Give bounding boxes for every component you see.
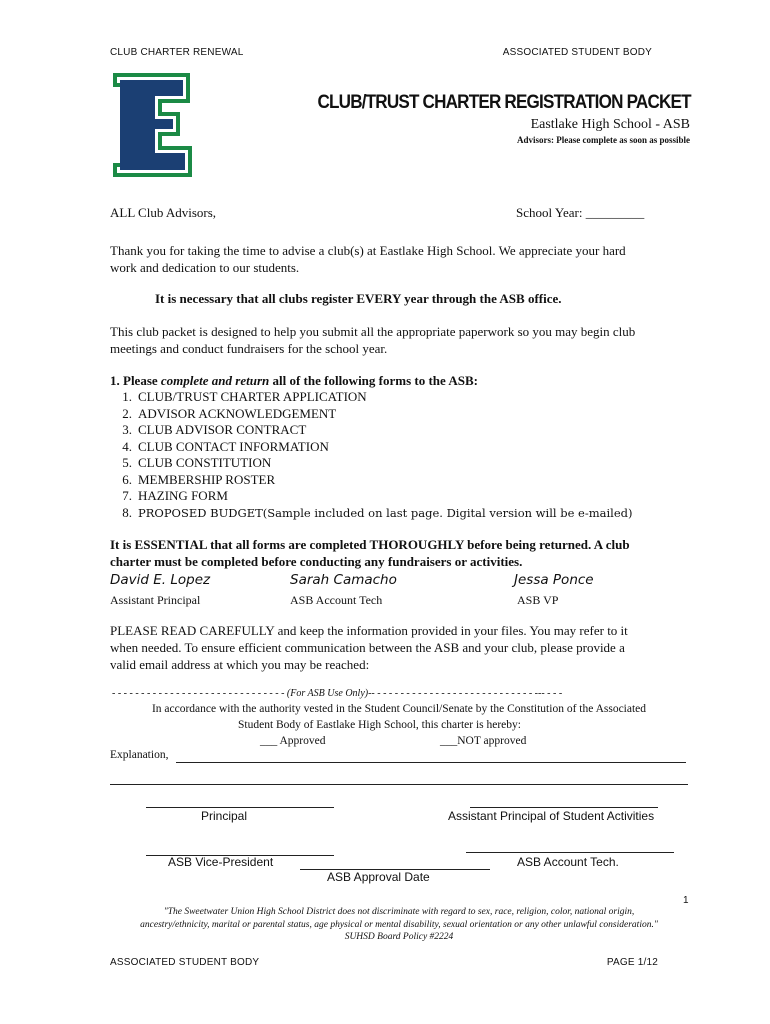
signatory-name: Sarah Camacho [290, 572, 397, 588]
signatory-name: Jessa Ponce [514, 572, 594, 588]
account-tech-label: ASB Account Tech. [517, 855, 619, 869]
forms-list [110, 389, 633, 521]
school-name: Eastlake High School - ASB [530, 117, 690, 132]
disclaimer-line-3: SUHSD Board Policy #2224 [344, 932, 454, 942]
approved-option: ___ Approved [260, 735, 326, 747]
explanation-line [176, 762, 686, 763]
account-tech-signature-line [466, 852, 674, 853]
forms-heading: 1. Please complete and return all of the following forms to the ASB: [110, 373, 478, 388]
essential-line-2: charter must be completed before conducting any fundraisers or activities. [110, 554, 523, 569]
footer-page: PAGE 1/12 [606, 957, 658, 968]
intro-line-2: work and dedication to our students. [110, 260, 300, 275]
please-read-line-2: when needed. To ensure efficient communication between the ASB and your club, please provide a [110, 640, 625, 655]
ap-activities-label: Assistant Principal of Student Activities [448, 809, 655, 823]
explanation-line-2 [110, 784, 688, 785]
authority-line-2: Student Body of Eastlake High School, this charter is hereby: [238, 719, 521, 731]
asb-vp-label: ASB Vice-President [168, 855, 274, 869]
footer-left: ASSOCIATED STUDENT BODY [110, 957, 260, 968]
page-number: 1 [683, 895, 689, 906]
school-logo-e [110, 70, 196, 180]
approval-date-label: ASB Approval Date [327, 870, 430, 884]
packet-line-1: This club packet is designed to help you submit all the appropriate paperwork so you may begin club [110, 324, 636, 339]
packet-line-2: meetings and conduct fundraisers for the school year. [110, 341, 388, 356]
list-item: 4. CLUB CONTACT INFORMATION [122, 438, 329, 454]
explanation-label: Explanation, [110, 749, 169, 761]
list-item: 3. CLUB ADVISOR CONTRACT [122, 422, 307, 437]
list-item: 1. CLUB/TRUST CHARTER APPLICATION [122, 389, 367, 404]
ap-activities-signature-line [470, 807, 658, 808]
header-right: ASSOCIATED STUDENT BODY [502, 47, 652, 58]
disclaimer-line-1: "The Sweetwater Union High School District does not discriminate with regard to sex, race, religion, color, national origin, [163, 907, 635, 917]
please-read-line-1: PLEASE READ CAREFULLY and keep the information provided in your files. You may refer to it [110, 623, 628, 638]
list-item: 8. PROPOSED BUDGET(Sample included on last page. Digital version will be e-mailed) [122, 504, 633, 520]
document-title: CLUB/TRUST CHARTER REGISTRATION PACKET [317, 92, 691, 113]
list-item: 5. CLUB CONSTITUTION [122, 455, 272, 470]
please-read-line-3: valid email address at which you may be reached: [110, 657, 370, 672]
principal-signature-line [146, 807, 334, 808]
signatory-role: ASB Account Tech [290, 593, 383, 607]
intro-line-1: Thank you for taking the time to advise a club(s) at Eastlake High School. We appreciate your hard [110, 243, 626, 258]
list-item: 6. MEMBERSHIP ROSTER [122, 471, 276, 487]
authority-line-1: In accordance with the authority vested in the Student Council/Senate by the Constitution of the Associated [151, 703, 647, 715]
list-item: 2. ADVISOR ACKNOWLEDGEMENT [122, 405, 337, 421]
list-item: 7. HAZING FORM [122, 488, 228, 503]
disclaimer-line-2: ancestry/ethnicity, marital or parental status, age physical or mental disability, sexual orientation or any other unlawful consideration." [140, 920, 658, 930]
necessary-statement: It is necessary that all clubs register EVERY year through the ASB office. [155, 291, 562, 306]
school-year-field: School Year: _________ [516, 205, 645, 220]
advisor-note: Advisors: Please complete as soon as possible [517, 135, 690, 145]
signatory-name: David E. Lopez [110, 572, 211, 588]
asb-use-divider: - - - - - - - - - - - - - - - - - - - - - - - - - - - - - - (For ASB Use Only)-- - - - - - - - - - - - - - - - - - - - - - - - - - - - --- - - - [112, 688, 563, 699]
signatory-role: Assistant Principal [110, 593, 201, 607]
salutation: ALL Club Advisors, [110, 205, 217, 220]
header-left: CLUB CHARTER RENEWAL [110, 47, 244, 58]
not-approved-option: ___NOT approved [440, 735, 527, 747]
principal-label: Principal [200, 809, 248, 823]
essential-line-1: It is ESSENTIAL that all forms are completed THOROUGHLY before being returned. A club [110, 537, 630, 552]
signatory-role: ASB VP [517, 593, 559, 607]
